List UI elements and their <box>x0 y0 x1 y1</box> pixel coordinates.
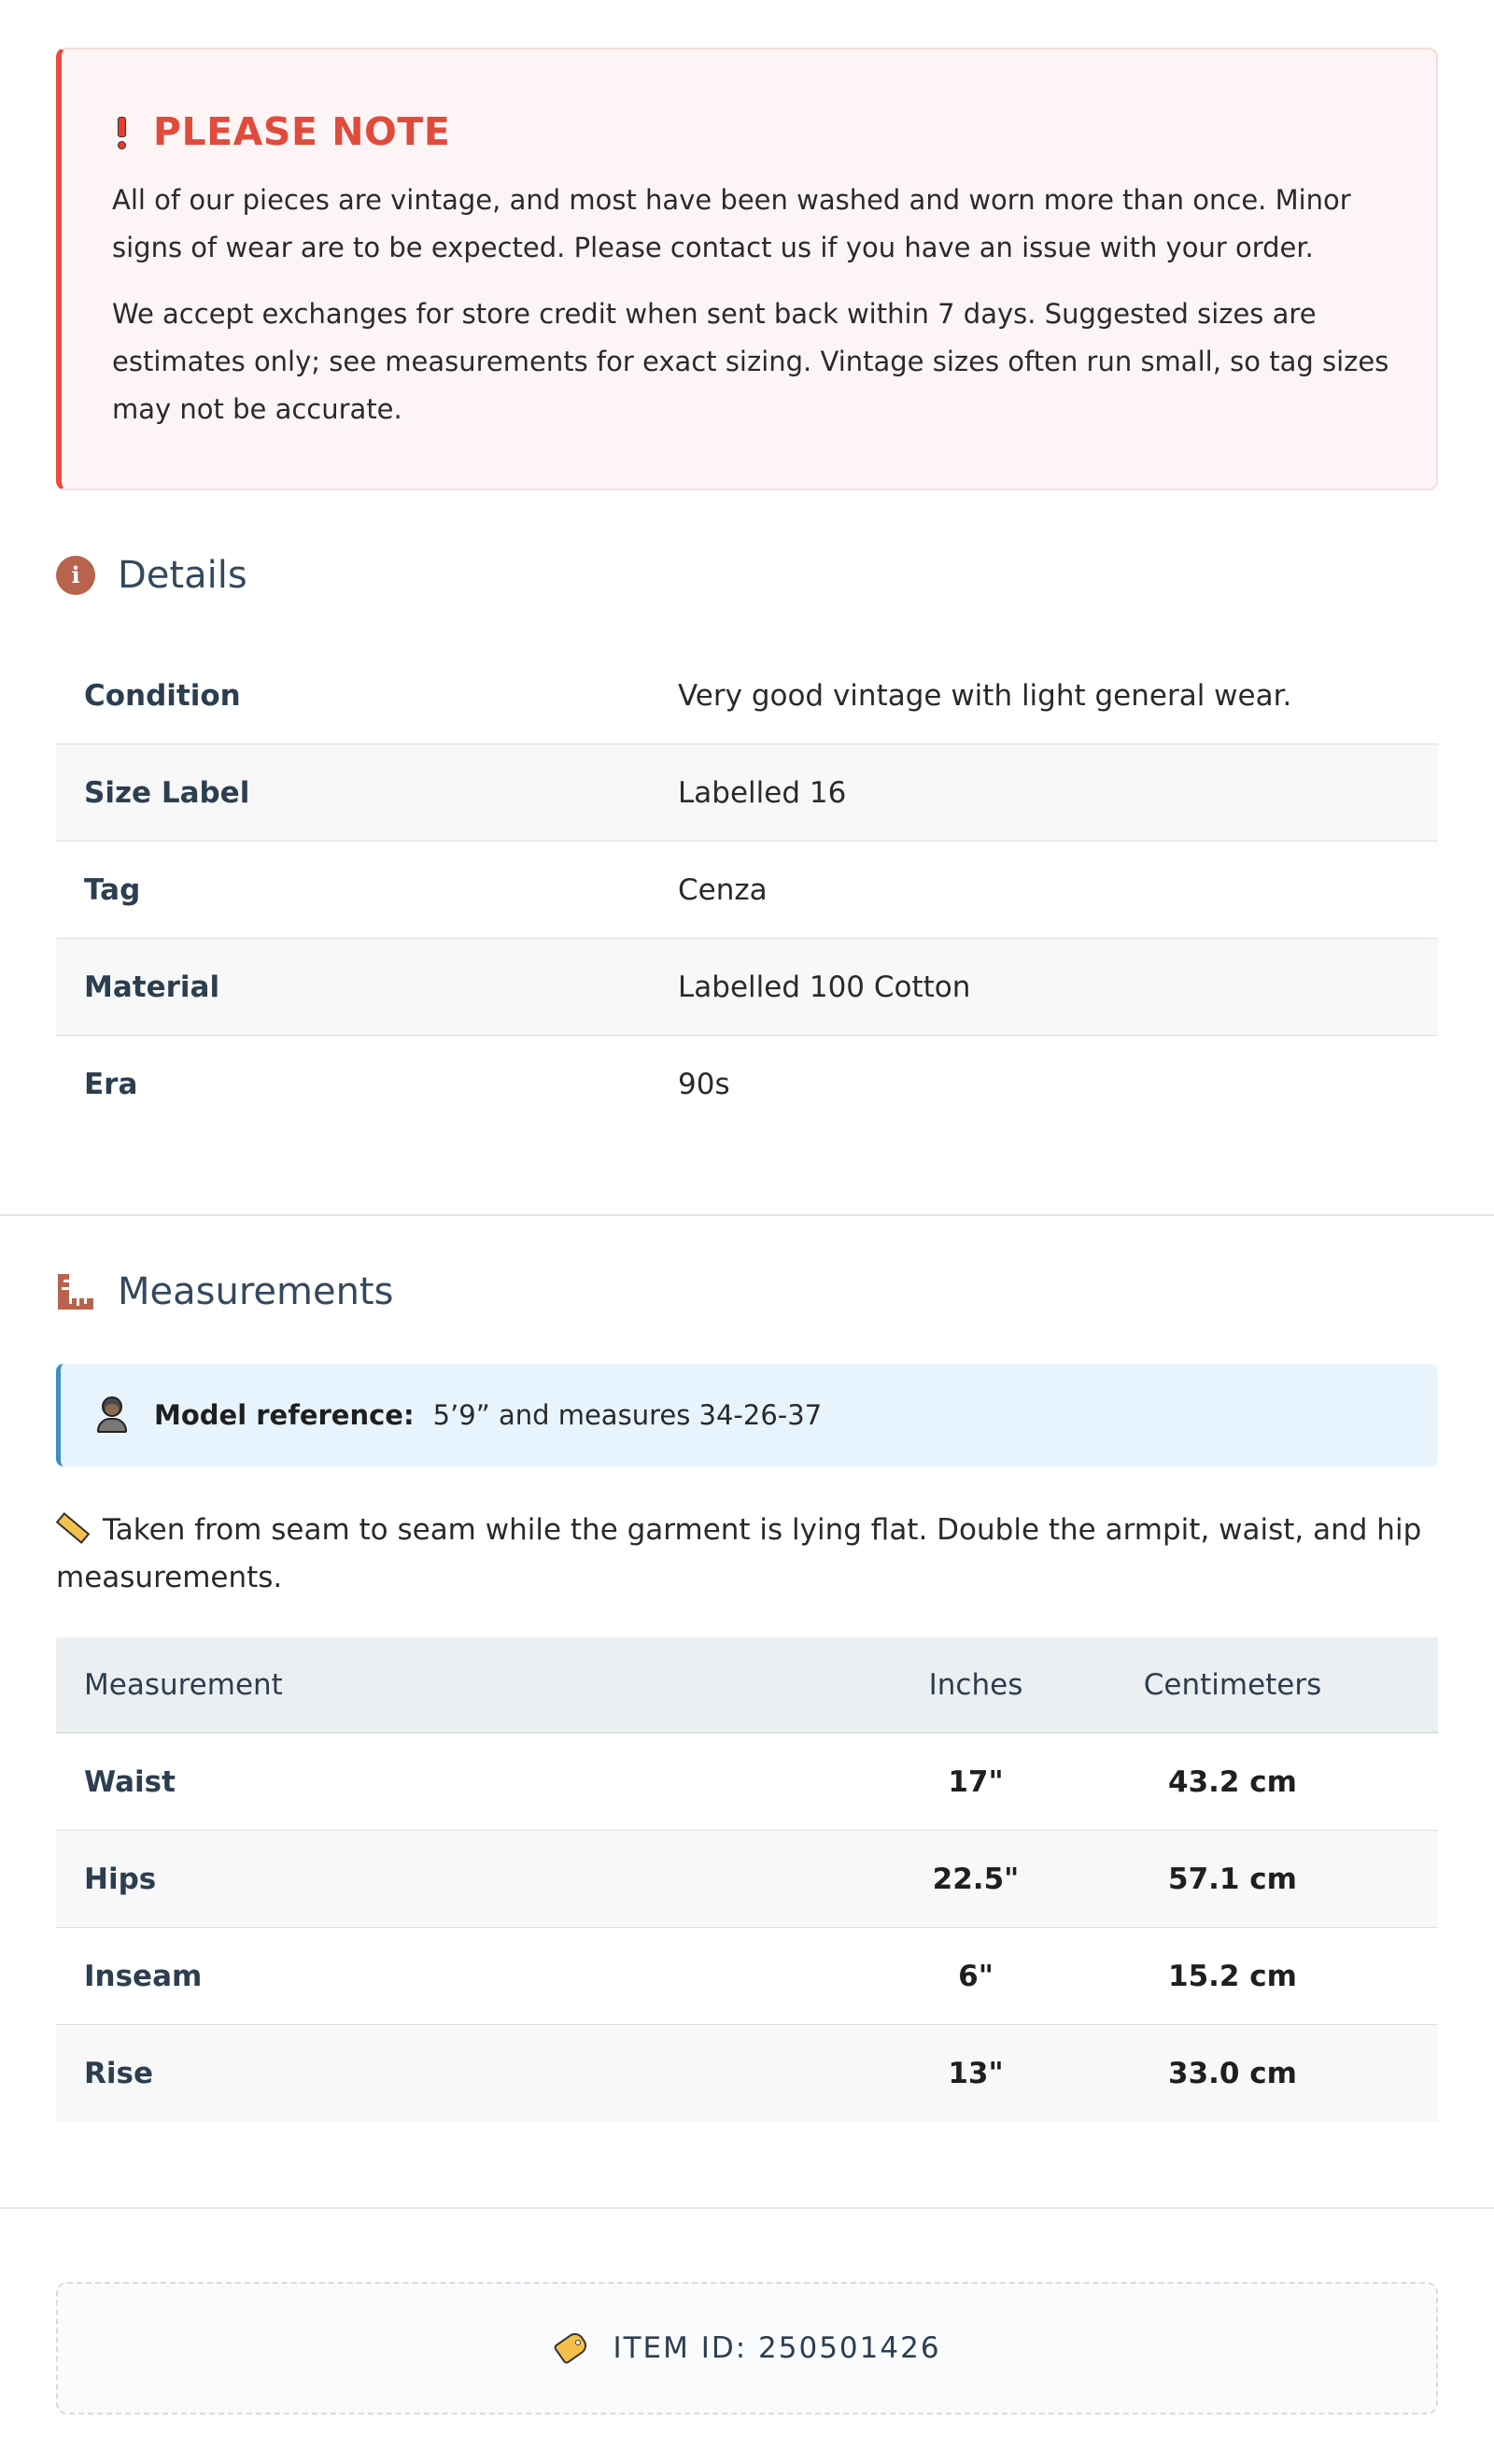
measurement-inches: 13" <box>948 2057 1004 2090</box>
measurements-table-header <box>56 1637 1438 1734</box>
details-label: Condition <box>84 678 241 713</box>
measurement-inches: 6" <box>958 1959 994 1993</box>
measurements-title: Measurements <box>118 1270 394 1313</box>
details-label: Size Label <box>84 775 250 810</box>
details-label: Tag <box>84 872 141 907</box>
measurements-heading <box>56 1270 393 1313</box>
ruler-icon <box>56 1272 95 1311</box>
details-table <box>56 647 1438 1133</box>
measurement-cm: 57.1 cm <box>1168 1862 1297 1896</box>
measurement-cm: 43.2 cm <box>1168 1764 1297 1799</box>
notice-title: PLEASE NOTE <box>153 109 451 154</box>
details-row <box>56 744 1438 842</box>
header-measurement: Measurement <box>84 1667 283 1702</box>
model-reference-box <box>56 1364 1438 1466</box>
header-inches: Inches <box>928 1667 1023 1702</box>
section-divider <box>0 2207 1494 2209</box>
measurement-inches: 22.5" <box>932 1862 1020 1896</box>
model-reference-label: Model reference: <box>154 1399 415 1431</box>
notice-box <box>56 48 1438 490</box>
notice-paragraph-2: We accept exchanges for store credit when sent back within 7 days. Suggested sizes are estimates only; see measurements for exact sizing. Vintage sizes often run small, so tag sizes may not be accurate. <box>112 298 1389 425</box>
details-value: Labelled 100 Cotton <box>678 970 971 1004</box>
details-row <box>56 1036 1438 1133</box>
notice-paragraph-1: All of our pieces are vintage, and most have been washed and worn more than once. Minor signs of wear are to be expected. Please contact us if you have an issue with your order. <box>112 184 1351 263</box>
details-row <box>56 647 1438 744</box>
measurement-name: Rise <box>84 2057 153 2090</box>
straight-ruler-icon <box>56 1512 91 1544</box>
header-centimeters: Centimeters <box>1143 1667 1322 1702</box>
details-value: Cenza <box>678 872 768 907</box>
details-title: Details <box>118 554 247 597</box>
tag-icon <box>553 2334 590 2362</box>
measurement-note <box>56 1507 1438 1602</box>
measurement-cm: 15.2 cm <box>1168 1959 1297 1993</box>
details-heading <box>56 554 247 597</box>
measurement-row <box>56 1928 1438 2025</box>
details-value: Labelled 16 <box>678 775 847 810</box>
measurement-inches: 17" <box>948 1764 1004 1799</box>
item-id-box <box>56 2282 1438 2414</box>
measurement-note-text: Taken from seam to seam while the garment is lying flat. Double the armpit, waist, and hip measurements. <box>56 1513 1422 1594</box>
measurement-name: Hips <box>84 1862 157 1896</box>
measurements-table <box>56 1637 1438 2122</box>
measurement-row <box>56 1734 1438 1831</box>
measurement-cm: 33.0 cm <box>1168 2057 1297 2090</box>
details-row <box>56 842 1438 939</box>
model-reference-value: 5’9” and measures 34-26-37 <box>432 1399 823 1431</box>
details-label: Material <box>84 970 220 1004</box>
exclamation-icon <box>112 113 131 150</box>
details-label: Era <box>84 1068 138 1101</box>
info-icon: i <box>56 556 95 595</box>
details-value: Very good vintage with light general wear. <box>678 678 1292 713</box>
item-id-label: ITEM ID: 250501426 <box>613 2331 941 2365</box>
measurement-name: Waist <box>84 1764 176 1799</box>
measurement-row <box>56 2025 1438 2122</box>
section-divider <box>0 1214 1494 1216</box>
details-value: 90s <box>678 1068 730 1101</box>
person-icon <box>96 1396 128 1434</box>
details-row <box>56 939 1438 1036</box>
measurement-row <box>56 1831 1438 1928</box>
notice-header <box>112 106 1389 158</box>
measurement-name: Inseam <box>84 1959 203 1993</box>
